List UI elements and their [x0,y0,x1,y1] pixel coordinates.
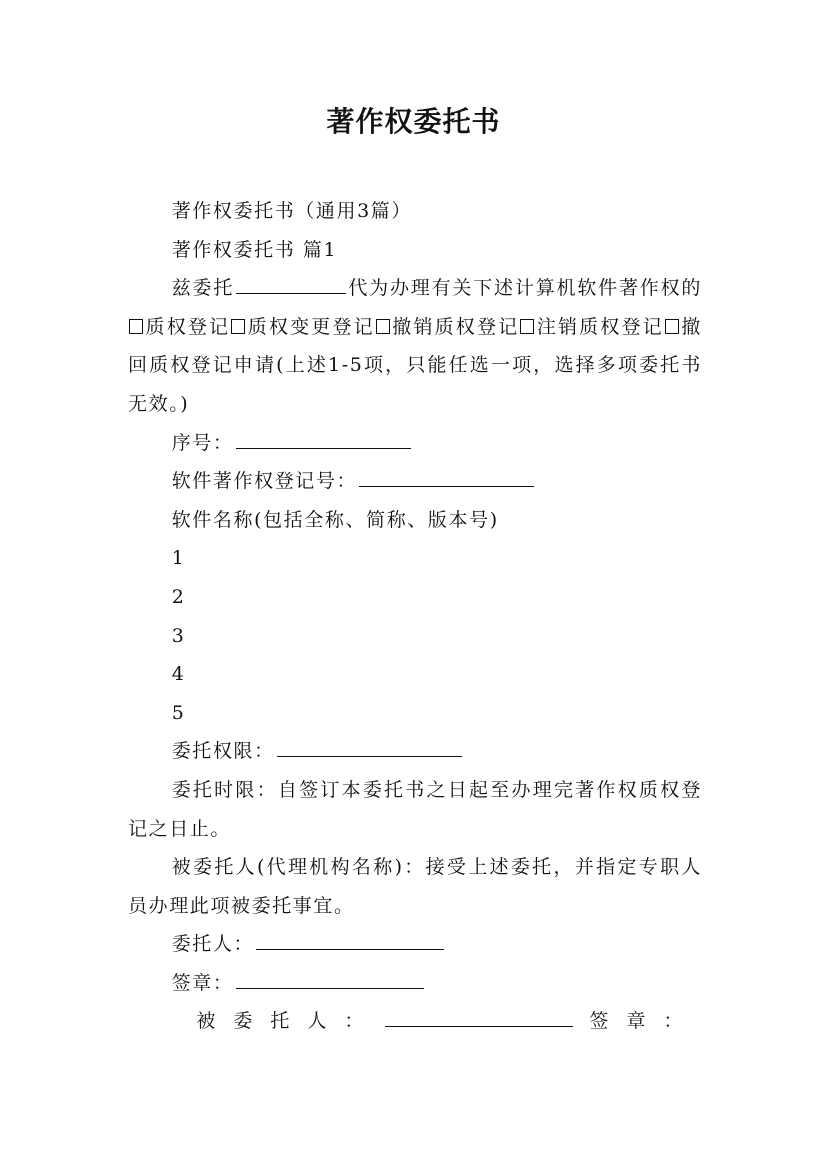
option-label-1: 质权登记 [145,315,231,338]
option-checkbox-4 [520,319,534,334]
principal-label: 委托人： [171,933,255,956]
entrust-intro-prefix: 兹委托 [171,277,235,300]
option-checkbox-2 [231,319,245,334]
seal-line [128,964,702,1003]
option-checkbox-3 [376,319,390,334]
agent-paragraph: 被委托人(代理机构名称)：接受上述委托，并指定专职人员办理此项被委托事宜。 [128,856,702,917]
entrust-intro-suffix: 代为办理有关下述计算机软件著作权的 [348,277,702,300]
option-checkbox-1 [129,319,143,334]
numbered-item-1: 1 [171,547,186,570]
article-heading: 著作权委托书 篇1 [171,238,338,261]
serial-blank [236,430,411,449]
options-note: (上述1-5项，只能任选一项，选择多项委托书无效。) [128,354,703,415]
entrust-paragraph [128,269,702,423]
agent-seal-label: 签章： [589,1010,701,1033]
software-name-label: 软件名称(包括全称、简称、版本号) [171,508,499,531]
agent-signature-line [128,1002,702,1041]
document-body [128,192,702,1041]
scope-blank [277,738,462,757]
document-title: 著作权委托书 [326,105,501,138]
seal-label: 签章： [171,971,234,994]
option-label-5: 撤回质权登记申请 [128,315,702,377]
scope-label: 委托权限： [171,740,275,763]
serial-label: 序号： [171,431,234,454]
subtitle-paragraph: 著作权委托书（通用3篇） [171,200,412,222]
option-label-4: 注销质权登记 [536,315,664,338]
scope-line [128,732,702,771]
reg-no-line [128,462,702,501]
numbered-item-5: 5 [171,701,186,724]
serial-line [128,424,702,463]
reg-no-blank [359,468,534,487]
numbered-item-2: 2 [171,585,186,608]
agent-label: 被委托人： [196,1010,382,1033]
period-paragraph: 委托时限：自签订本委托书之日起至办理完著作权质权登记之日止。 [128,778,702,840]
agent-name-blank [236,275,346,294]
principal-blank [256,931,444,950]
agent-blank [385,1008,573,1027]
option-checkbox-5 [665,319,679,334]
numbered-item-4: 4 [171,663,186,686]
option-label-2: 质权变更登记 [247,315,375,338]
reg-no-label: 软件著作权登记号： [171,470,358,493]
principal-line [128,925,702,964]
numbered-item-3: 3 [171,624,186,647]
seal-blank [236,970,424,989]
option-label-3: 撤销质权登记 [391,315,520,338]
